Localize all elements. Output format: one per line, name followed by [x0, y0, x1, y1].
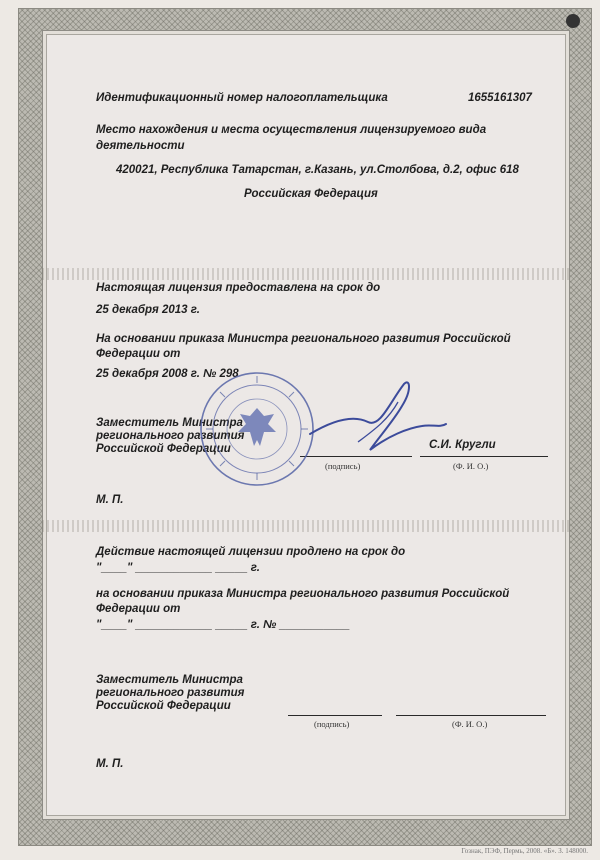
signatory2-line-3: Российской Федерации — [96, 700, 231, 712]
extension-blank: "____" ____________ _____ г. — [96, 562, 260, 574]
sign-caption: (подпись) — [325, 461, 361, 471]
term-date: 25 декабря 2013 г. — [96, 304, 200, 316]
order2-line-2: Федерации от — [96, 603, 181, 615]
pattern-band — [42, 268, 570, 280]
order2-blank: "____" ____________ _____ г. № ___________ — [96, 619, 350, 631]
signature-line-2 — [288, 715, 382, 716]
sign-caption-2: (подпись) — [314, 719, 350, 729]
fio-caption-2: (Ф. И. О.) — [452, 719, 488, 729]
order-line-2: Федерации от — [96, 348, 181, 360]
signatory2-line-1: Заместитель Министра — [96, 674, 243, 686]
signatory-line-2: регионального развития — [96, 430, 245, 442]
signature-scribble — [300, 372, 450, 472]
order-line-1: На основании приказа Министра регионального развития Российской — [96, 333, 511, 345]
punch-hole — [566, 14, 580, 28]
order-date: 25 декабря 2008 г. № 298 — [96, 368, 239, 380]
term-label: Настоящая лицензия предоставлена на срок до — [96, 282, 381, 294]
extension-label: Действие настоящей лицензии продлено на срок до — [96, 546, 406, 558]
address: 420021, Республика Татарстан, г.Казань, ул.Столбова, д.2, офис 618 — [116, 164, 519, 176]
signatory-line-3: Российской Федерации — [96, 443, 231, 455]
printer-imprint: Гознак, ПЭФ, Пермь, 2008. «Б». З. 148000. — [461, 847, 588, 855]
inn-value: 1655161307 — [468, 92, 532, 104]
mp-1: М. П. — [96, 494, 124, 506]
order2-line-1: на основании приказа Министра регионального развития Российской — [96, 588, 510, 600]
pattern-band — [42, 520, 570, 532]
fio-line-2 — [396, 715, 546, 716]
signatory2-line-2: регионального развития — [96, 687, 245, 699]
location-label-2: деятельности — [96, 140, 185, 152]
official-seal — [198, 370, 316, 488]
mp-2: М. П. — [96, 758, 124, 770]
fio-caption: (Ф. И. О.) — [453, 461, 489, 471]
signatory-name: С.И. Кругли — [429, 439, 496, 451]
signatory-line-1: Заместитель Министра — [96, 417, 243, 429]
inn-label: Идентификационный номер налогоплательщика — [96, 92, 388, 104]
country: Российская Федерация — [244, 188, 378, 200]
location-label-1: Место нахождения и места осуществления лицензируемого вида — [96, 124, 487, 136]
